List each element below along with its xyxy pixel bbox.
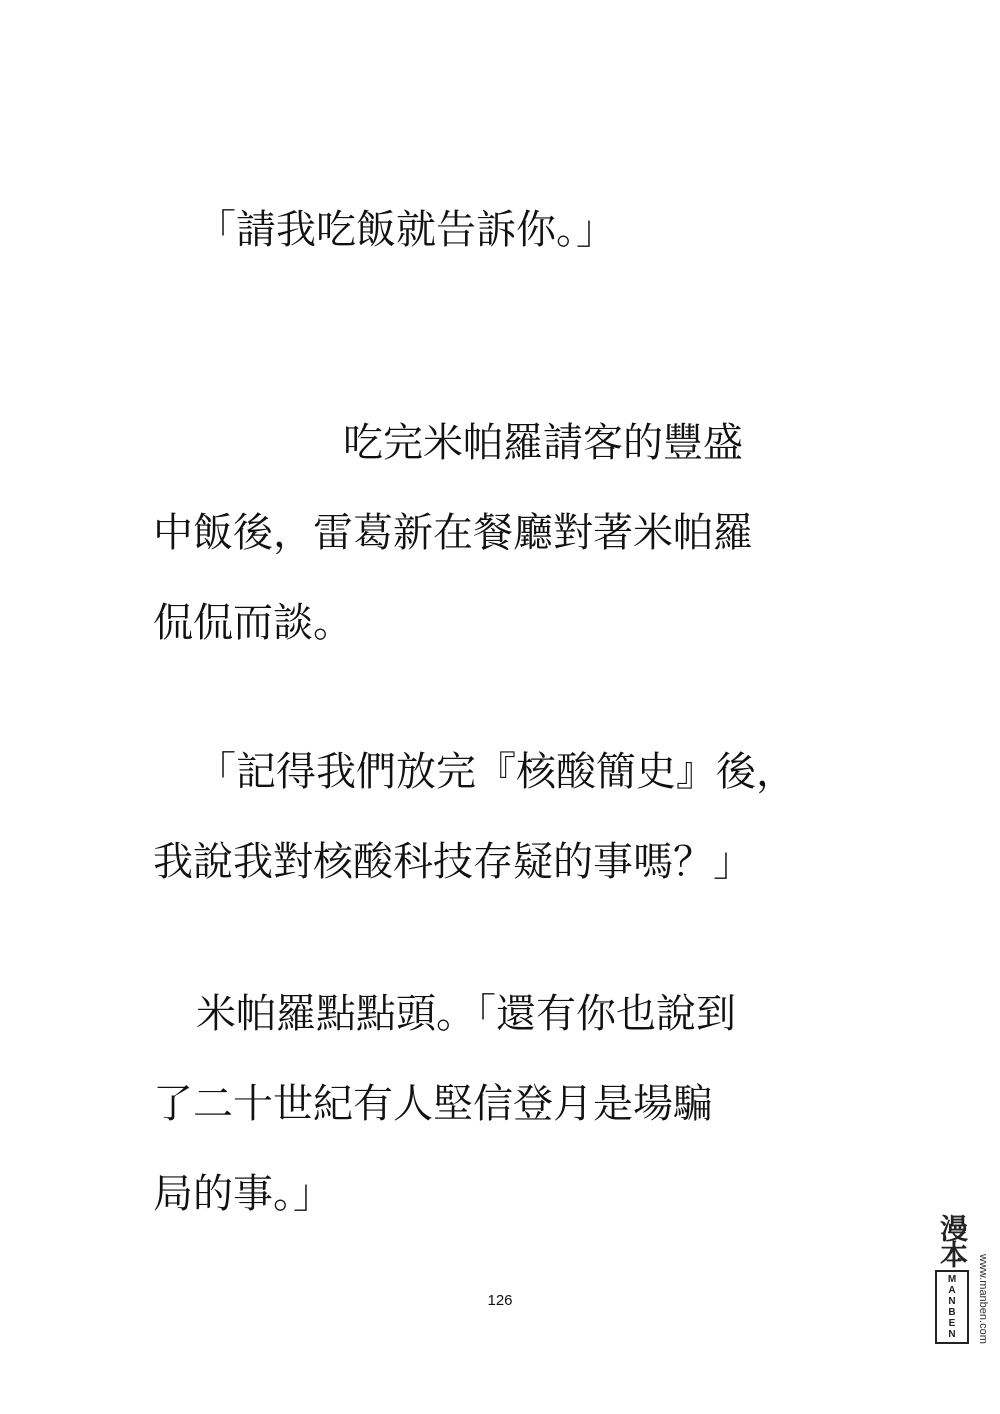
paragraph-line-2: 中飯後，雷葛新在餐廳對著米帕羅 [153, 510, 753, 556]
watermark-letter: B [948, 1307, 956, 1318]
paragraph-line-3: 侃侃而談。 [153, 600, 353, 646]
watermark-letter: E [948, 1318, 956, 1329]
watermark-letter: N [948, 1329, 956, 1340]
watermark-letter: M [947, 1274, 957, 1285]
dialogue-line-3: 我說我對核酸科技存疑的事嗎？」 [153, 839, 753, 885]
watermark-letter: A [948, 1285, 956, 1296]
dialogue-line-2: 「記得我們放完『核酸簡史』後， [196, 749, 796, 795]
watermark-main [928, 1214, 976, 1384]
watermark-box [935, 1270, 969, 1344]
page-number: 126 [487, 1292, 513, 1309]
paragraph-line-4: 米帕羅點點頭。「還有你也說到 [196, 991, 736, 1037]
watermark-chinese: 漫本 [936, 1214, 969, 1266]
watermark-letter: N [948, 1296, 956, 1307]
paragraph-line-6: 局的事。」 [153, 1171, 333, 1217]
dialogue-line-1: 「請我吃飯就告訴你。」 [196, 207, 616, 253]
watermark-logo [928, 1214, 990, 1384]
paragraph-line-1: 吃完米帕羅請客的豐盛 [343, 420, 743, 466]
watermark-url: www.manben.com [977, 1254, 989, 1344]
paragraph-line-5: 了二十世紀有人堅信登月是場騙 [153, 1081, 713, 1127]
